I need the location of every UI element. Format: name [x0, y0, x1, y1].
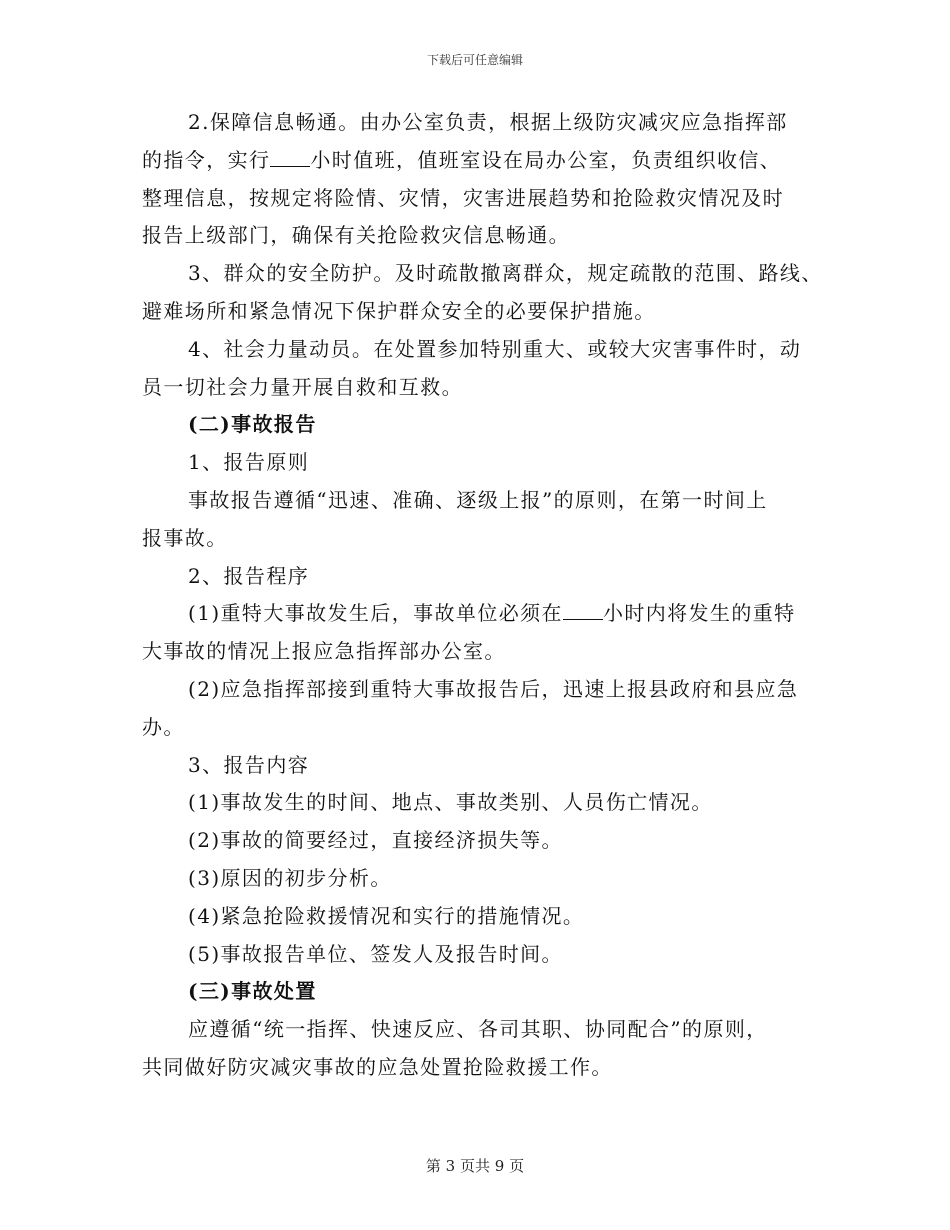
line-text: 大事故的情况上报应急指挥部办公室。 [142, 639, 506, 664]
line-text: 1、报告原则 [188, 450, 310, 475]
text-line [142, 180, 808, 218]
text-line [142, 104, 808, 142]
text-line [142, 1011, 808, 1049]
line-text: 2、报告程序 [188, 563, 310, 588]
line-text: (4)紧急抢险救援情况和实行的措施情况。 [188, 903, 585, 928]
line-text: (二)事故报告 [188, 412, 317, 437]
text-line [142, 784, 808, 822]
page-header: 下载后可任意编辑 [426, 53, 523, 67]
text-line [142, 860, 808, 898]
section-heading [142, 973, 808, 1011]
line-text: 应遵循“统一指挥、快速反应、各司其职、协同配合”的原则， [188, 1017, 768, 1042]
line-text: 避难场所和紧急情况下保护群众安全的必要保护措施。 [142, 298, 656, 323]
text-line [142, 595, 808, 633]
line-text: 的指令，实行 [142, 147, 271, 172]
text-line [142, 709, 808, 747]
document-body [142, 104, 823, 1087]
text-line [142, 217, 808, 255]
line-text: (2)事故的简要经过，直接经济损失等。 [188, 828, 563, 853]
text-line [142, 255, 823, 293]
text-line [142, 747, 808, 785]
text-line [142, 331, 808, 369]
line-text: 员一切社会力量开展自救和互救。 [142, 374, 463, 399]
line-text: 4、社会力量动员。在处置参加特别重大、或较大灾害事件时，动 [188, 336, 802, 361]
line-text: 3、群众的安全防护。及时疏散撤离群众，规定疏散的范围、路线、 [188, 261, 823, 286]
text-line [142, 898, 808, 936]
text-line [142, 822, 808, 860]
line-text: 共同做好防灾减灾事故的应急处置抢险救援工作。 [142, 1054, 613, 1079]
line-text: 2.保障信息畅通。由办公室负责，根据上级防灾减灾应急指挥部 [188, 110, 788, 134]
line-text: 报告上级部门，确保有关抢险救灾信息畅通。 [142, 223, 570, 248]
line-text: (三)事故处置 [188, 979, 317, 1004]
page-number: 第 3 页共 9 页 [425, 1157, 525, 1175]
line-text: 3、报告内容 [188, 752, 310, 777]
line-text: (5)事故报告单位、签发人及报告时间。 [188, 941, 563, 966]
text-line [142, 633, 808, 671]
line-text: 报事故。 [142, 525, 228, 550]
line-text: (1)重特大事故发生后，事故单位必须在 [188, 601, 563, 626]
fill-in-blank [270, 148, 310, 167]
text-line [142, 558, 808, 596]
fill-in-blank [563, 601, 603, 620]
line-text-after-blank: 小时值班，值班室设在局办公室，负责组织收信、 [310, 147, 782, 172]
line-text: 整理信息，按规定将险情、灾情，灾害进展趋势和抢险救灾情况及时 [142, 185, 784, 210]
text-line [142, 1049, 808, 1087]
line-text: (2)应急指挥部接到重特大事故报告后，迅速上报县政府和县应急 [188, 676, 799, 701]
line-text: 办。 [142, 714, 185, 739]
line-text-after-blank: 小时内将发生的重特 [602, 601, 796, 626]
line-text: 事故报告遵循“迅速、准确、逐级上报”的原则，在第一时间上 [188, 487, 768, 512]
section-heading [142, 406, 808, 444]
line-text: (1)事故发生的时间、地点、事故类别、人员伤亡情况。 [188, 790, 713, 815]
line-text: (3)原因的初步分析。 [188, 865, 392, 890]
text-line [142, 936, 808, 974]
text-line [142, 671, 808, 709]
text-line [142, 293, 808, 331]
text-line [142, 444, 808, 482]
text-line [142, 520, 808, 558]
text-line [142, 142, 808, 180]
text-line [142, 369, 808, 407]
text-line [142, 482, 808, 520]
